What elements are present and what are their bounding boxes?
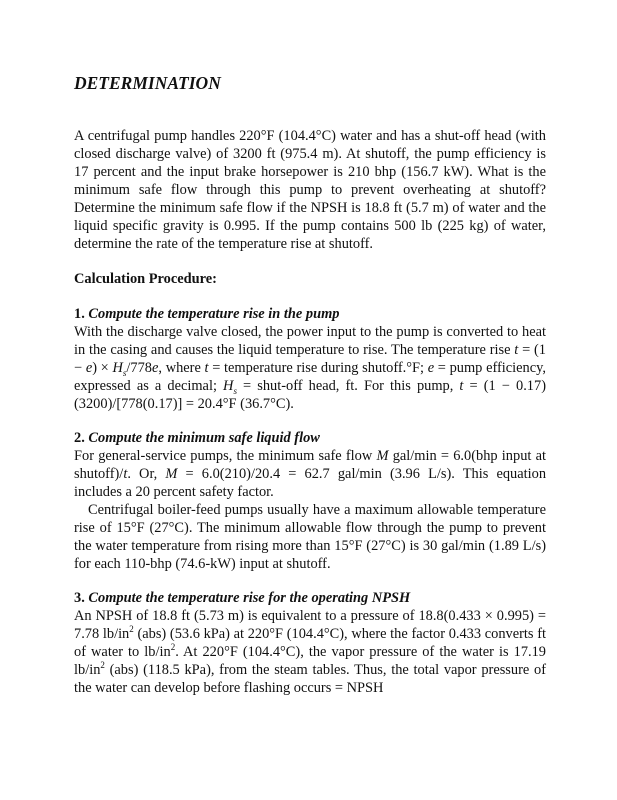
problem-statement: A centrifugal pump handles 220°F (104.4°C) water and has a shut-off head (with closed discharge valve) of 3200 ft (975.4 m). At shutoff, the pump efficiency is 17 percent and the input brake horsepower is 210 bhp (156.7 kW). What is the minimum safe flow through this pump to prevent overheating at shutoff? Determine the minimum safe flow if the NPSH is 18.8 ft (5.7 m) of water and the liquid specific gravity is 0.995. If the pump contains 500 lb (225 kg) of water, determine the rate of the temperature rise at shutoff. [74, 128, 546, 252]
page-title: DETERMINATION [74, 73, 221, 93]
step-3 [74, 589, 546, 697]
step-2-heading: 2. Compute the minimum safe liquid flow [74, 430, 320, 446]
step-3-heading: 3. Compute the temperature rise for the operating NPSH [74, 590, 411, 606]
step-1-heading: 1. Compute the temperature rise in the pump [74, 306, 340, 322]
step-2-paragraph-2: Centrifugal boiler-feed pumps usually have a maximum allowable temperature rise of 15°F (27°C). The minimum allowable flow through the pump to prevent the water temperature from rising more than 15°F (27°C) is 30 gal/min (1.89 L/s) for each 110-bhp (74.6-kW) input at shutoff. [74, 502, 546, 572]
step-1-paragraph: 1. Compute the temperature rise in the pump With the discharge valve closed, the power input to the pump is converted to heat in the casing and causes the liquid temperature to rise. The temperature rise $t = (1 - e) \times H_s/778e$, where t = temperature rise during shutoff.°F; e = pump efficiency, expressed as a decimal; $H_s$ = shut-off head, ft. For this pump, t = (1 − 0.17)(3200)/[778(0.17)] = 20.4°F (36.7°C). [74, 306, 546, 412]
step-2-paragraph-1: 2. Compute the minimum safe liquid flow For general-service pumps, the minimum safe flow M gal/min = 6.0(bhp input at shutoff)/t. Or, M = 6.0(210)/20.4 = 62.7 gal/min (3.96 L/s). This equation includes a 20 percent safety factor. [74, 430, 547, 500]
step-1 [74, 305, 546, 413]
procedure-heading: Calculation Procedure: [74, 271, 217, 287]
document-page [74, 72, 546, 713]
step-2 [74, 429, 546, 573]
step-3-paragraph: 3. Compute the temperature rise for the operating NPSH An NPSH of 18.8 ft (5.73 m) is equivalent to a pressure of 18.8(0.433 × 0.995) = 7.78 $lb/in^2$ (abs) (53.6 kPa) at 220°F (104.4°C), where the factor 0.433 converts ft of water to $lb/in^2$. At 220°F (104.4°C), the vapor pressure of the water is 17.19 $lb/in^2$ (abs) (118.5 kPa), from the steam tables. Thus, the total vapor pressure of the water can develop before flashing occurs = NPSH [74, 590, 546, 696]
